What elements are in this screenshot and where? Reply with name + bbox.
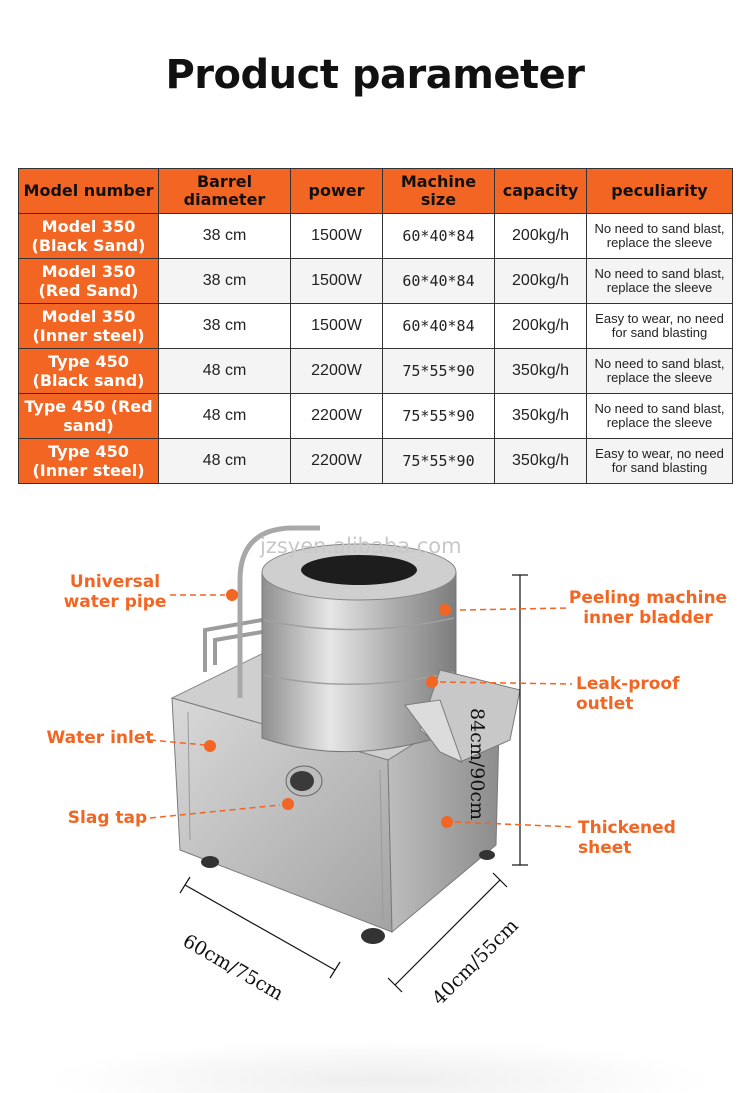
capacity-cell: 200kg/h [495,259,587,304]
size-cell: 75*55*90 [383,439,495,484]
header-model-number: Model number [19,169,159,214]
label-inner-bladder: Peeling machine inner bladder [568,588,728,628]
watermark: jzsyen.alibaba.com [260,534,462,558]
table-row [19,214,733,259]
header-peculiarity: peculiarity [587,169,733,214]
label-water-inlet: Water inlet [46,728,154,748]
power-cell: 1500W [291,214,383,259]
dimension-height: 84cm/90cm [466,708,488,821]
model-cell: Model 350 (Red Sand) [19,259,159,304]
parameter-table [18,168,733,484]
peculiarity-cell: No need to sand blast, replace the sleeve [587,394,733,439]
power-cell: 2200W [291,394,383,439]
dimension-depth: 40cm/55cm [428,914,523,1010]
model-cell: Type 450 (Red sand) [19,394,159,439]
model-cell: Type 450 (Inner steel) [19,439,159,484]
floor-shadow [50,1040,710,1093]
label-leak-proof-outlet: Leak-proof outlet [576,674,680,714]
barrel-opening [301,555,417,585]
header-machine-size: Machine size [383,169,495,214]
power-cell: 2200W [291,349,383,394]
capacity-cell: 350kg/h [495,349,587,394]
label-thickened-sheet: Thickened sheet [578,818,676,858]
page-title: Product parameter [165,52,585,98]
power-cell: 1500W [291,304,383,349]
label-slag-tap: Slag tap [67,808,148,828]
power-cell: 1500W [291,259,383,304]
model-cell: Model 350 (Black Sand) [19,214,159,259]
size-cell: 60*40*84 [383,304,495,349]
capacity-cell: 350kg/h [495,439,587,484]
model-cell: Model 350 (Inner steel) [19,304,159,349]
power-cell: 2200W [291,439,383,484]
peculiarity-cell: Easy to wear, no need for sand blasting [587,439,733,484]
table-row [19,259,733,304]
size-cell: 75*55*90 [383,349,495,394]
diameter-cell: 48 cm [159,349,291,394]
table-row [19,349,733,394]
size-cell: 60*40*84 [383,214,495,259]
size-cell: 60*40*84 [383,259,495,304]
diameter-cell: 48 cm [159,439,291,484]
model-cell: Type 450 (Black sand) [19,349,159,394]
capacity-cell: 350kg/h [495,394,587,439]
header-power: power [291,169,383,214]
peculiarity-cell: No need to sand blast, replace the sleeve [587,259,733,304]
table-row [19,439,733,484]
peculiarity-cell: No need to sand blast, replace the sleeve [587,349,733,394]
diameter-cell: 38 cm [159,259,291,304]
machine-diagram [0,500,750,1093]
table-row [19,394,733,439]
capacity-cell: 200kg/h [495,304,587,349]
table-header-row [19,169,733,214]
peculiarity-cell: Easy to wear, no need for sand blasting [587,304,733,349]
size-cell: 75*55*90 [383,394,495,439]
diameter-cell: 38 cm [159,304,291,349]
label-universal-water-pipe: Universal water pipe [63,572,167,612]
dimension-width: 60cm/75cm [179,930,288,1006]
capacity-cell: 200kg/h [495,214,587,259]
diameter-cell: 48 cm [159,394,291,439]
header-capacity: capacity [495,169,587,214]
peculiarity-cell: No need to sand blast, replace the sleeve [587,214,733,259]
diameter-cell: 38 cm [159,214,291,259]
header-barrel-diameter: Barrel diameter [159,169,291,214]
table-row [19,304,733,349]
